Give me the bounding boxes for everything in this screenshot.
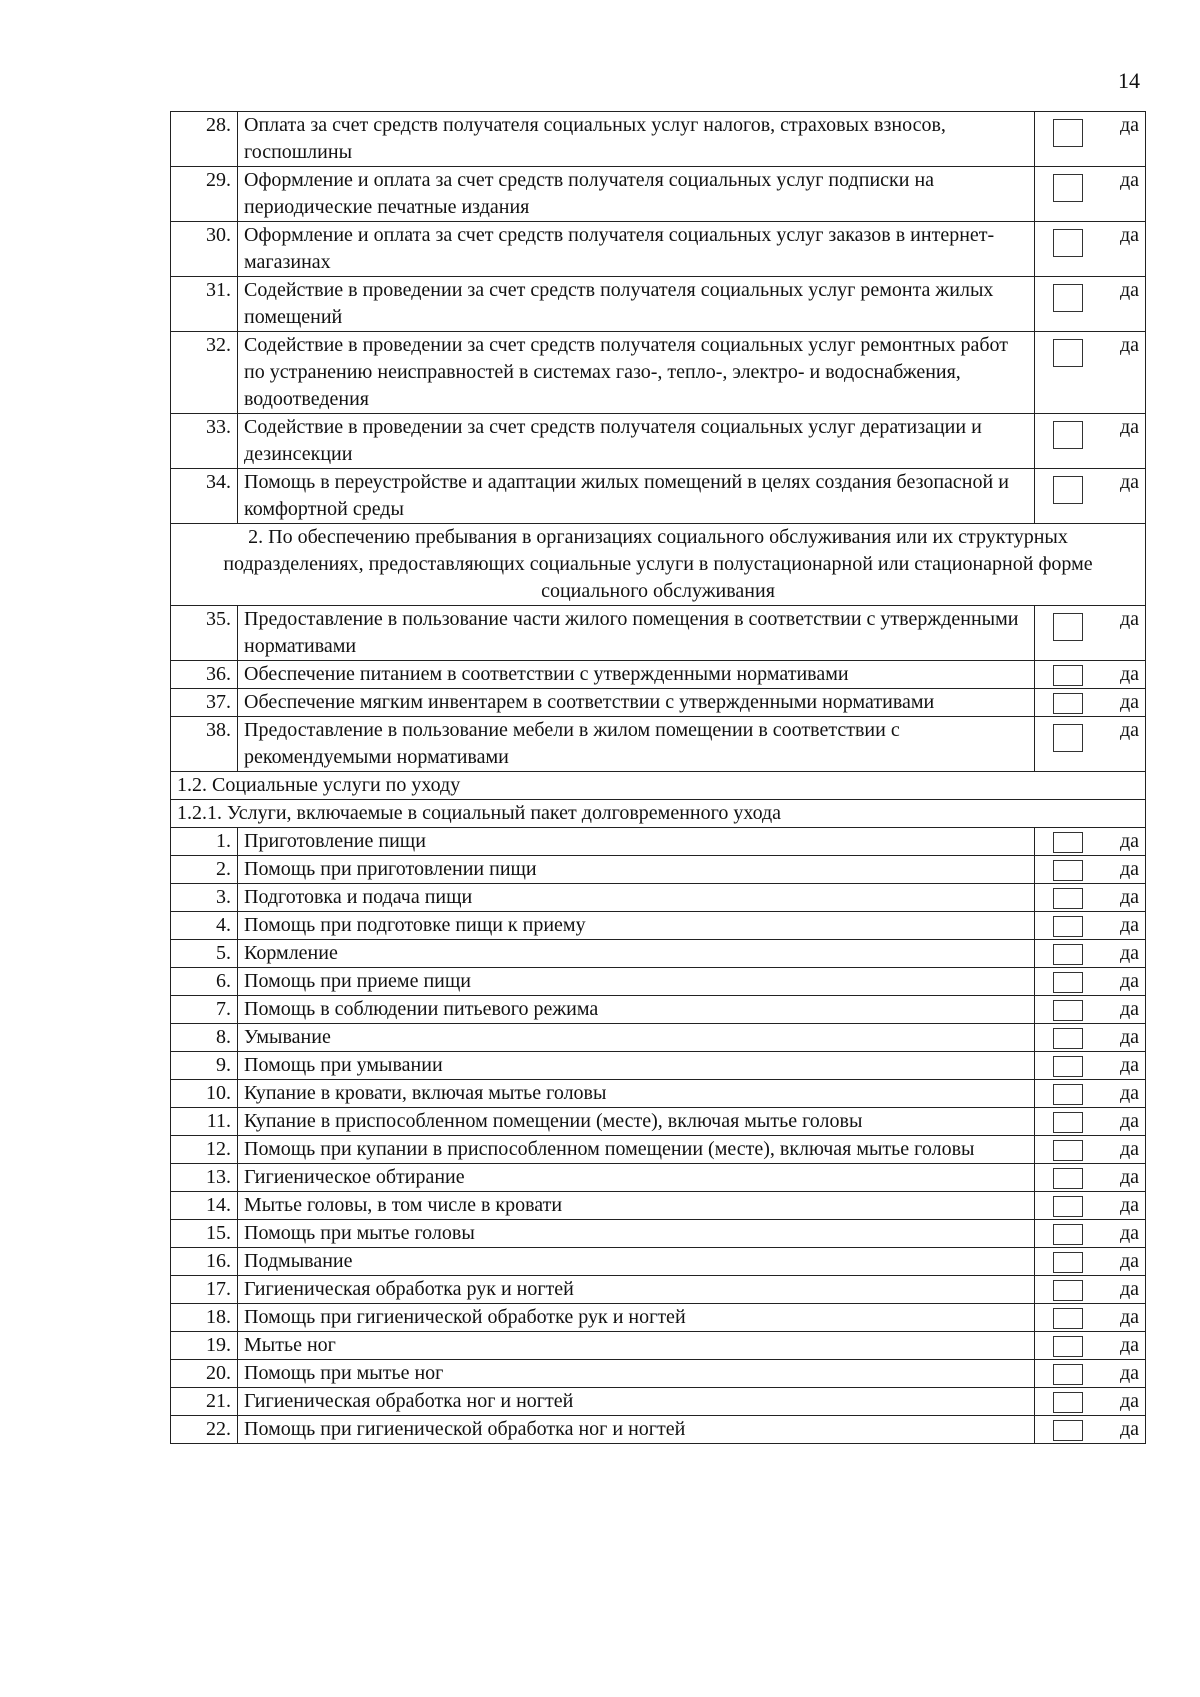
service-description: Мытье головы, в том числе в кровати — [238, 1192, 1035, 1220]
yes-label: да — [1119, 1306, 1139, 1328]
yes-label: да — [1119, 691, 1139, 713]
yes-label: да — [1119, 1250, 1139, 1272]
answer-cell — [1035, 1024, 1146, 1052]
answer-cell — [1035, 1388, 1146, 1416]
checkbox[interactable] — [1053, 1112, 1083, 1133]
answer-cell — [1035, 1192, 1146, 1220]
service-description: Содействие в проведении за счет средств получателя социальных услуг дератизации и дезинсекции — [238, 414, 1035, 469]
table-row — [171, 912, 1146, 940]
checkbox[interactable] — [1053, 832, 1083, 853]
table-row — [171, 332, 1146, 414]
checkbox[interactable] — [1053, 1028, 1083, 1049]
answer-cell — [1035, 1416, 1146, 1444]
row-number: 17. — [171, 1276, 238, 1304]
row-number: 13. — [171, 1164, 238, 1192]
answer-cell — [1035, 940, 1146, 968]
answer-cell — [1035, 277, 1146, 332]
service-description: Предоставление в пользование части жилого помещения в соответствии с утвержденными нормативами — [238, 606, 1035, 661]
answer-cell — [1035, 1136, 1146, 1164]
row-number: 22. — [171, 1416, 238, 1444]
table-row — [171, 1052, 1146, 1080]
table-row — [171, 1360, 1146, 1388]
yes-label: да — [1119, 1362, 1139, 1384]
service-description: Помощь при купании в приспособленном помещении (месте), включая мытье головы — [238, 1136, 1035, 1164]
service-description: Помощь при приготовлении пищи — [238, 856, 1035, 884]
row-number: 16. — [171, 1248, 238, 1276]
answer-cell — [1035, 1164, 1146, 1192]
yes-label: да — [1119, 719, 1139, 741]
yes-label: да — [1119, 886, 1139, 908]
answer-cell — [1035, 1220, 1146, 1248]
row-number: 35. — [171, 606, 238, 661]
row-number: 6. — [171, 968, 238, 996]
table-row — [171, 689, 1146, 717]
table-row — [171, 1108, 1146, 1136]
table-row — [171, 606, 1146, 661]
row-number: 30. — [171, 222, 238, 277]
service-description: Помощь при гигиенической обработка ног и ногтей — [238, 1416, 1035, 1444]
yes-label: да — [1119, 608, 1139, 630]
checkbox[interactable] — [1053, 860, 1083, 881]
services-group-a — [171, 112, 1146, 524]
checkbox[interactable] — [1053, 284, 1083, 312]
row-number: 8. — [171, 1024, 238, 1052]
row-number: 28. — [171, 112, 238, 167]
answer-cell — [1035, 1080, 1146, 1108]
service-description: Помощь в соблюдении питьевого режима — [238, 996, 1035, 1024]
checkbox[interactable] — [1053, 1168, 1083, 1189]
services-group-b — [171, 606, 1146, 772]
table-row — [171, 1136, 1146, 1164]
checkbox[interactable] — [1053, 1084, 1083, 1105]
table-row — [171, 940, 1146, 968]
answer-cell — [1035, 661, 1146, 689]
table-row — [171, 414, 1146, 469]
table-row — [171, 112, 1146, 167]
subheading-social-care: 1.2. Социальные услуги по уходу — [171, 772, 1146, 800]
table-row — [171, 469, 1146, 524]
answer-cell — [1035, 1304, 1146, 1332]
subheading-row — [171, 772, 1146, 800]
yes-label: да — [1119, 471, 1139, 493]
answer-cell — [1035, 167, 1146, 222]
page-number: 14 — [1118, 68, 1140, 93]
row-number: 29. — [171, 167, 238, 222]
table-row — [171, 856, 1146, 884]
service-description: Гигиеническое обтирание — [238, 1164, 1035, 1192]
checkbox[interactable] — [1053, 1056, 1083, 1077]
services-group-c — [171, 828, 1146, 1444]
checkbox[interactable] — [1053, 1392, 1083, 1413]
checkbox[interactable] — [1053, 916, 1083, 937]
checkbox[interactable] — [1053, 1000, 1083, 1021]
answer-cell — [1035, 689, 1146, 717]
table-row — [171, 717, 1146, 772]
answer-cell — [1035, 112, 1146, 167]
yes-label: да — [1119, 914, 1139, 936]
service-description: Помощь при мытье ног — [238, 1360, 1035, 1388]
row-number: 5. — [171, 940, 238, 968]
service-description: Помощь при приеме пищи — [238, 968, 1035, 996]
table-row — [171, 1276, 1146, 1304]
service-description: Помощь при подготовке пищи к приему — [238, 912, 1035, 940]
services-table — [170, 111, 1146, 1444]
subheading-row — [171, 800, 1146, 828]
answer-cell — [1035, 606, 1146, 661]
answer-cell — [1035, 1276, 1146, 1304]
service-description: Оформление и оплата за счет средств получателя социальных услуг подписки на периодические печатные издания — [238, 167, 1035, 222]
answer-cell — [1035, 912, 1146, 940]
row-number: 38. — [171, 717, 238, 772]
service-description: Приготовление пищи — [238, 828, 1035, 856]
checkbox[interactable] — [1053, 476, 1083, 504]
table-row — [171, 884, 1146, 912]
answer-cell — [1035, 717, 1146, 772]
checkbox[interactable] — [1053, 693, 1083, 714]
yes-label: да — [1119, 1166, 1139, 1188]
checkbox[interactable] — [1053, 1364, 1083, 1385]
yes-label: да — [1119, 663, 1139, 685]
table-row — [171, 1080, 1146, 1108]
answer-cell — [1035, 332, 1146, 414]
section-heading: 2. По обеспечению пребывания в организациях социального обслуживания или их структурных подразделениях, предоставляющих социальные услуги в полустационарной или стационарной форме социального обслуживания — [171, 524, 1146, 606]
checkbox[interactable] — [1053, 972, 1083, 993]
row-number: 37. — [171, 689, 238, 717]
table-row — [171, 1416, 1146, 1444]
checkbox[interactable] — [1053, 888, 1083, 909]
table-row — [171, 1024, 1146, 1052]
checkbox[interactable] — [1053, 1308, 1083, 1329]
service-description: Обеспечение питанием в соответствии с утвержденными нормативами — [238, 661, 1035, 689]
yes-label: да — [1119, 1194, 1139, 1216]
table-row — [171, 1220, 1146, 1248]
yes-label: да — [1119, 279, 1139, 301]
service-description: Купание в приспособленном помещении (месте), включая мытье головы — [238, 1108, 1035, 1136]
answer-cell — [1035, 1248, 1146, 1276]
yes-label: да — [1119, 1138, 1139, 1160]
yes-label: да — [1119, 1054, 1139, 1076]
row-number: 3. — [171, 884, 238, 912]
yes-label: да — [1119, 1278, 1139, 1300]
checkbox[interactable] — [1053, 1280, 1083, 1301]
yes-label: да — [1119, 858, 1139, 880]
row-number: 14. — [171, 1192, 238, 1220]
service-description: Кормление — [238, 940, 1035, 968]
yes-label: да — [1119, 970, 1139, 992]
row-number: 4. — [171, 912, 238, 940]
row-number: 33. — [171, 414, 238, 469]
table-row — [171, 1192, 1146, 1220]
service-description: Помощь в переустройстве и адаптации жилых помещений в целях создания безопасной и комфортной среды — [238, 469, 1035, 524]
table-row — [171, 1388, 1146, 1416]
checkbox[interactable] — [1053, 1420, 1083, 1441]
yes-label: да — [1119, 942, 1139, 964]
yes-label: да — [1119, 169, 1139, 191]
yes-label: да — [1119, 114, 1139, 136]
yes-label: да — [1119, 1082, 1139, 1104]
service-description: Оформление и оплата за счет средств получателя социальных услуг заказов в интернет-магазинах — [238, 222, 1035, 277]
checkbox[interactable] — [1053, 339, 1083, 367]
service-description: Обеспечение мягким инвентарем в соответствии с утвержденными нормативами — [238, 689, 1035, 717]
checkbox[interactable] — [1053, 421, 1083, 449]
yes-label: да — [1119, 1334, 1139, 1356]
service-description: Умывание — [238, 1024, 1035, 1052]
row-number: 19. — [171, 1332, 238, 1360]
service-description: Предоставление в пользование мебели в жилом помещении в соответствии с рекомендуемыми нормативами — [238, 717, 1035, 772]
yes-label: да — [1119, 224, 1139, 246]
table-row — [171, 828, 1146, 856]
row-number: 36. — [171, 661, 238, 689]
row-number: 32. — [171, 332, 238, 414]
checkbox[interactable] — [1053, 119, 1083, 147]
yes-label: да — [1119, 1390, 1139, 1412]
checkbox[interactable] — [1053, 724, 1083, 752]
yes-label: да — [1119, 334, 1139, 356]
service-description: Помощь при гигиенической обработке рук и ногтей — [238, 1304, 1035, 1332]
row-number: 1. — [171, 828, 238, 856]
checkbox[interactable] — [1053, 944, 1083, 965]
row-number: 9. — [171, 1052, 238, 1080]
table-row — [171, 1164, 1146, 1192]
checkbox[interactable] — [1053, 174, 1083, 202]
yes-label: да — [1119, 1222, 1139, 1244]
service-description: Содействие в проведении за счет средств получателя социальных услуг ремонтных работ по устранению неисправностей в системах газо-, тепло-, электро- и водоснабжения, водоотведения — [238, 332, 1035, 414]
table-row — [171, 1304, 1146, 1332]
answer-cell — [1035, 222, 1146, 277]
row-number: 12. — [171, 1136, 238, 1164]
yes-label: да — [1119, 998, 1139, 1020]
section-heading-row — [171, 524, 1146, 606]
row-number: 21. — [171, 1388, 238, 1416]
service-description: Помощь при мытье головы — [238, 1220, 1035, 1248]
service-description: Купание в кровати, включая мытье головы — [238, 1080, 1035, 1108]
answer-cell — [1035, 1052, 1146, 1080]
answer-cell — [1035, 1332, 1146, 1360]
answer-cell — [1035, 968, 1146, 996]
section-2-group — [171, 524, 1146, 606]
answer-cell — [1035, 1108, 1146, 1136]
yes-label: да — [1119, 1418, 1139, 1440]
table-row — [171, 277, 1146, 332]
table-row — [171, 996, 1146, 1024]
row-number: 15. — [171, 1220, 238, 1248]
checkbox[interactable] — [1053, 1336, 1083, 1357]
checkbox[interactable] — [1053, 1140, 1083, 1161]
row-number: 31. — [171, 277, 238, 332]
service-description: Подмывание — [238, 1248, 1035, 1276]
checkbox[interactable] — [1053, 665, 1083, 686]
row-number: 10. — [171, 1080, 238, 1108]
answer-cell — [1035, 828, 1146, 856]
checkbox[interactable] — [1053, 1224, 1083, 1245]
row-number: 20. — [171, 1360, 238, 1388]
service-description: Содействие в проведении за счет средств получателя социальных услуг ремонта жилых помещений — [238, 277, 1035, 332]
service-description: Помощь при умывании — [238, 1052, 1035, 1080]
row-number: 11. — [171, 1108, 238, 1136]
table-row — [171, 1332, 1146, 1360]
answer-cell — [1035, 414, 1146, 469]
yes-label: да — [1119, 1110, 1139, 1132]
checkbox[interactable] — [1053, 229, 1083, 257]
answer-cell — [1035, 856, 1146, 884]
table-row — [171, 1248, 1146, 1276]
answer-cell — [1035, 1360, 1146, 1388]
row-number: 2. — [171, 856, 238, 884]
row-number: 34. — [171, 469, 238, 524]
yes-label: да — [1119, 830, 1139, 852]
service-description: Оплата за счет средств получателя социальных услуг налогов, страховых взносов, госпошлины — [238, 112, 1035, 167]
care-subheadings — [171, 772, 1146, 828]
row-number: 7. — [171, 996, 238, 1024]
service-description: Подготовка и подача пищи — [238, 884, 1035, 912]
service-description: Гигиеническая обработка рук и ногтей — [238, 1276, 1035, 1304]
table-row — [171, 222, 1146, 277]
answer-cell — [1035, 884, 1146, 912]
checkbox[interactable] — [1053, 1252, 1083, 1273]
table-row — [171, 968, 1146, 996]
service-description: Гигиеническая обработка ног и ногтей — [238, 1388, 1035, 1416]
service-description: Мытье ног — [238, 1332, 1035, 1360]
table-row — [171, 167, 1146, 222]
checkbox[interactable] — [1053, 1196, 1083, 1217]
subheading-long-term-care: 1.2.1. Услуги, включаемые в социальный пакет долговременного ухода — [171, 800, 1146, 828]
answer-cell — [1035, 996, 1146, 1024]
table-row — [171, 661, 1146, 689]
yes-label: да — [1119, 1026, 1139, 1048]
checkbox[interactable] — [1053, 613, 1083, 641]
answer-cell — [1035, 469, 1146, 524]
yes-label: да — [1119, 416, 1139, 438]
row-number: 18. — [171, 1304, 238, 1332]
